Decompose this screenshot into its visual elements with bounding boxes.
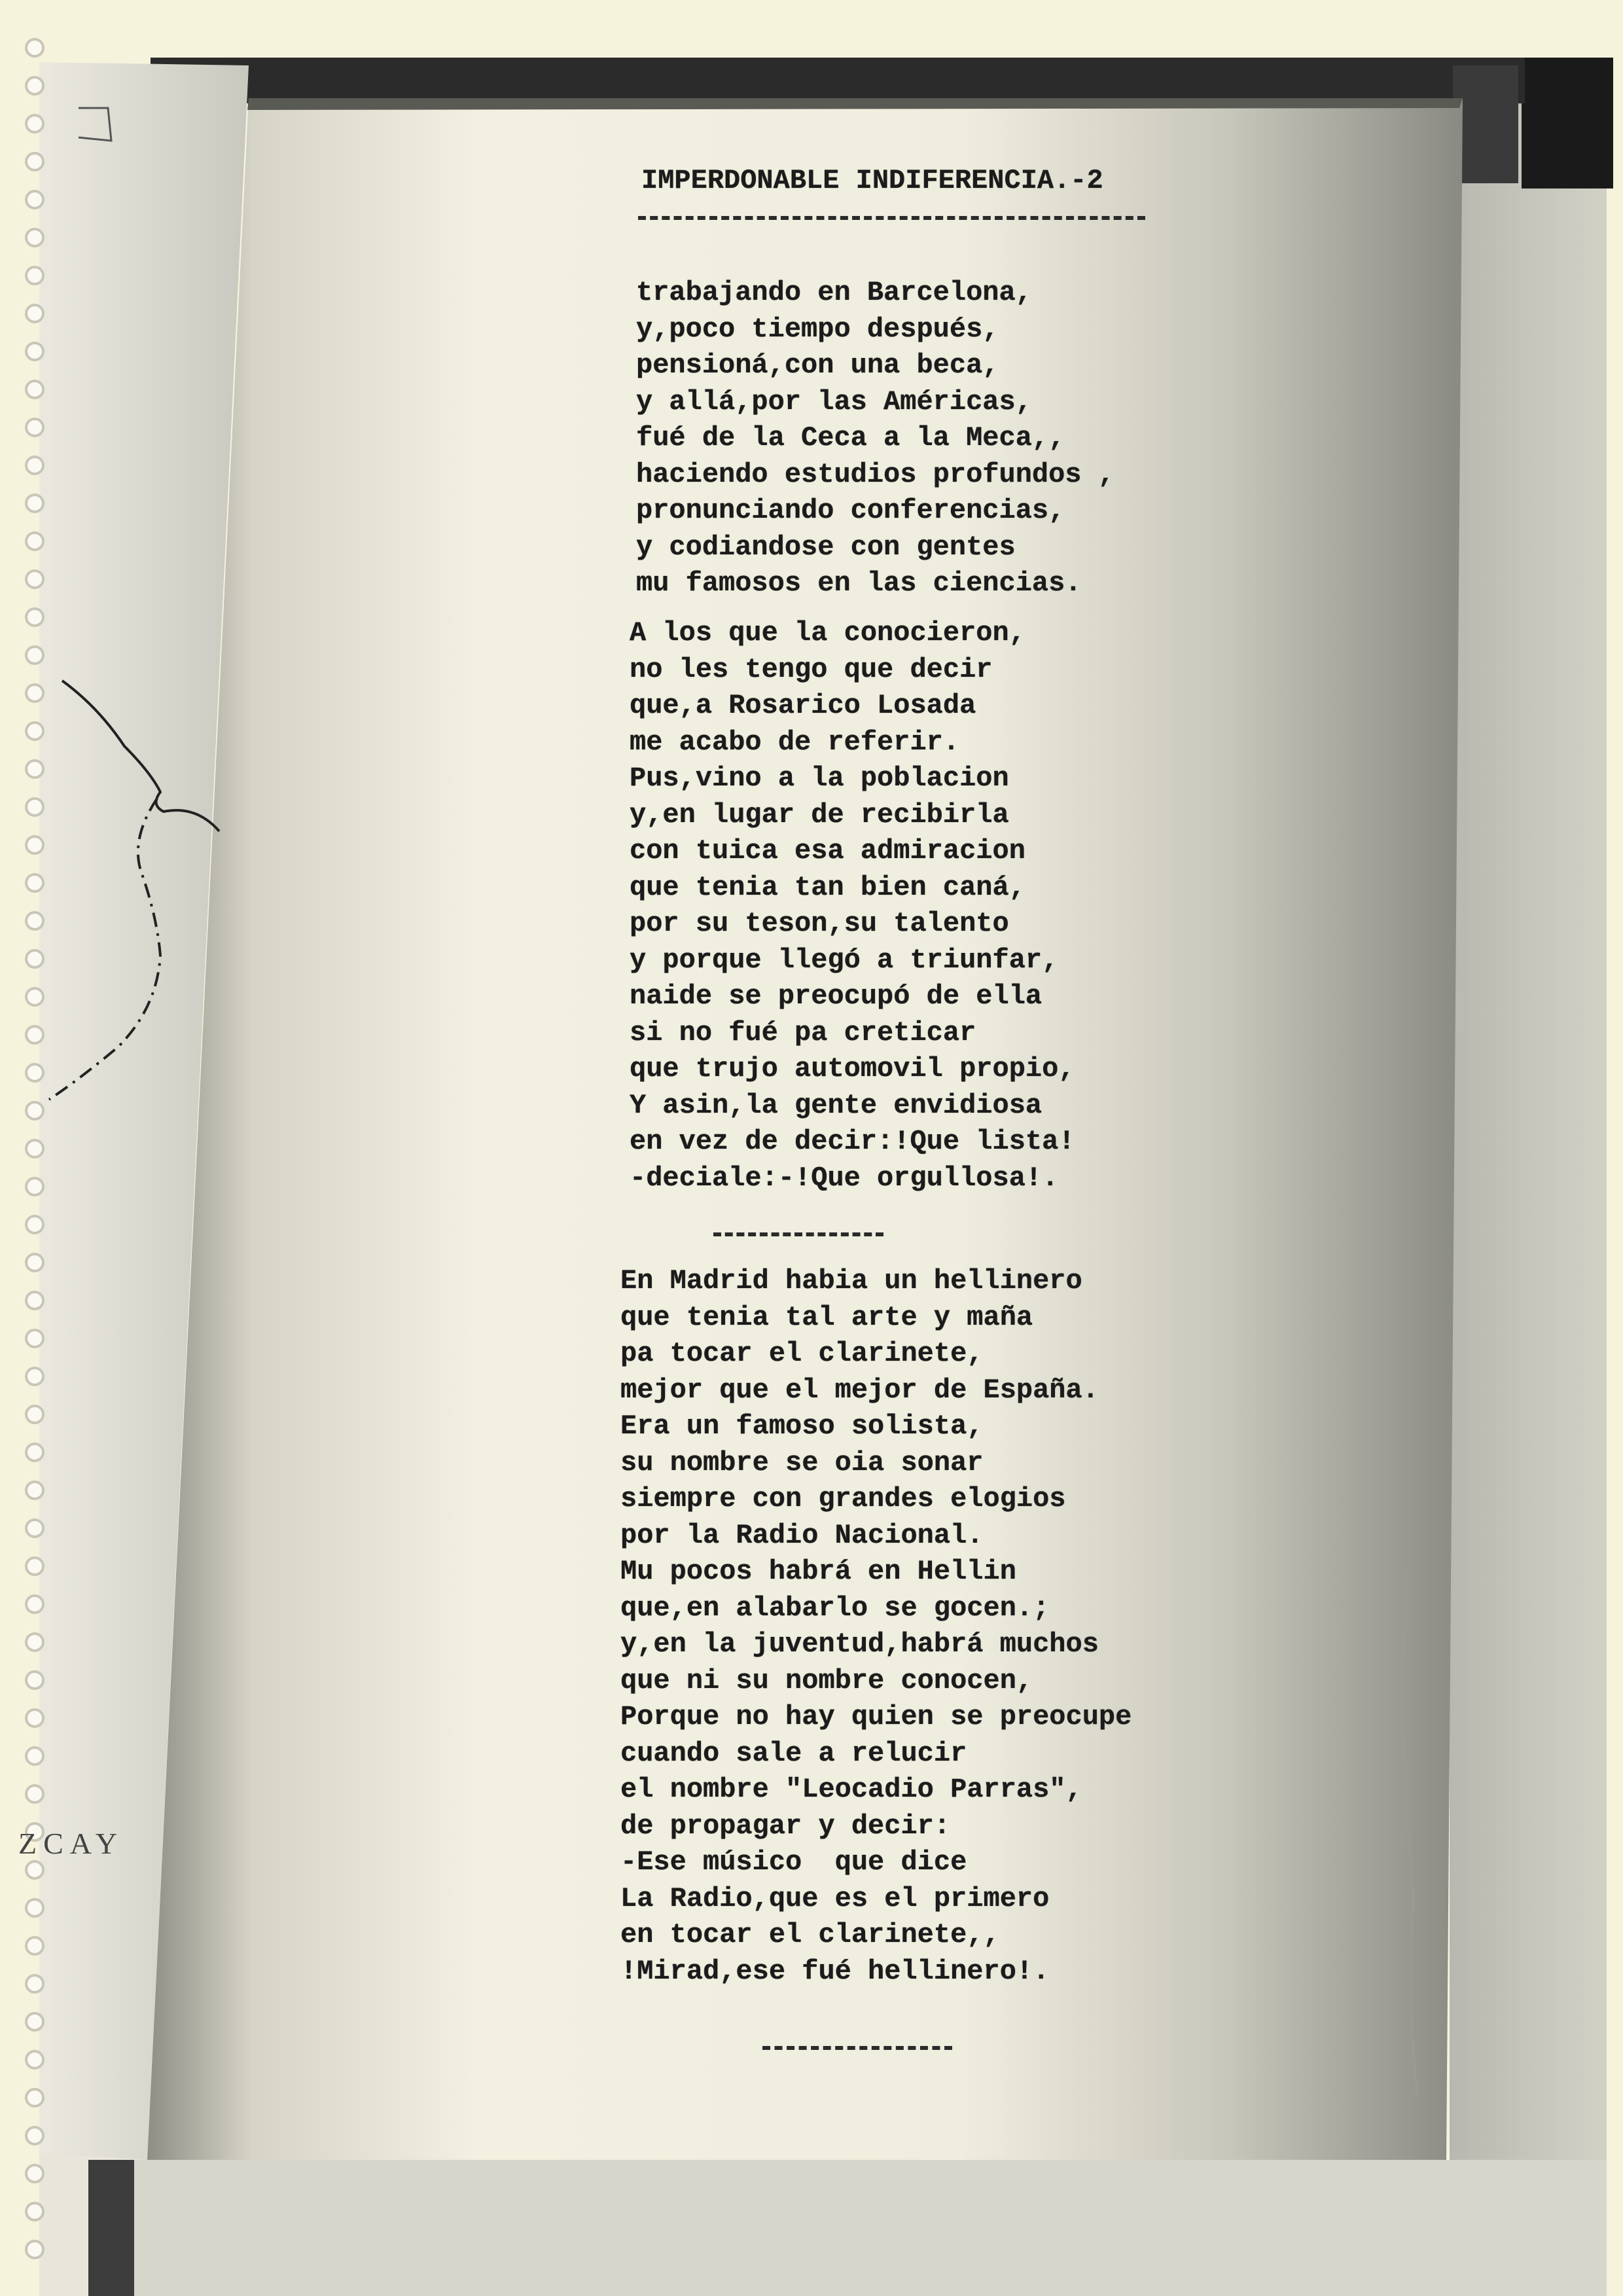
verse-line: naide se preocupó de ella: [630, 980, 1043, 1012]
stanza-1: [636, 275, 1115, 602]
spiral-ring: [25, 1405, 45, 1424]
verse-line: y,en lugar de recibirla: [630, 798, 1009, 831]
verse-line: La Radio,que es el primero: [620, 1882, 1050, 1914]
spiral-ring: [25, 1063, 45, 1083]
stanza-3: [620, 1263, 1132, 1990]
verse-line: y codiandose con gentes: [636, 531, 1016, 563]
verse-line: pronunciando conferencias,: [636, 495, 1065, 526]
spiral-ring: [25, 493, 45, 513]
spiral-ring: [25, 304, 45, 323]
verse-line: mejor que el mejor de España.: [620, 1374, 1099, 1406]
spiral-ring: [25, 2088, 45, 2108]
spiral-ring: [25, 873, 45, 893]
verse-line: Y asin,la gente envidiosa: [630, 1089, 1043, 1121]
verse-line: que ni su nombre conocen,: [620, 1664, 1033, 1696]
spiral-ring: [25, 797, 45, 817]
spiral-ring: [25, 1480, 45, 1500]
spiral-ring: [25, 1443, 45, 1462]
spiral-ring: [25, 1291, 45, 1310]
spiral-ring: [25, 1860, 45, 1880]
spiral-ring: [25, 1746, 45, 1766]
verse-line: En Madrid habia un hellinero: [620, 1265, 1082, 1297]
verse-line: el nombre "Leocadio Parras",: [620, 1774, 1082, 1805]
verse-line: que,a Rosarico Losada: [630, 690, 976, 721]
verse-line: su nombre se oia sonar: [620, 1446, 984, 1479]
section-separator: [713, 1232, 883, 1236]
spiral-ring: [25, 2012, 45, 2032]
spiral-ring: [25, 759, 45, 779]
spiral-ring: [25, 190, 45, 209]
notebook-spiral: [25, 38, 51, 2276]
verse-line: siempre con grandes elogios: [620, 1483, 1066, 1515]
verse-line: y porque llegó a triunfar,: [630, 944, 1059, 976]
spiral-ring: [25, 1101, 45, 1121]
spiral-ring: [25, 645, 45, 665]
spiral-ring: [25, 1177, 45, 1196]
spiral-ring: [25, 418, 45, 437]
verse-line: no les tengo que decir: [630, 653, 993, 685]
spiral-ring: [25, 835, 45, 855]
spiral-ring: [25, 1329, 45, 1348]
verse-line: haciendo estudios profundos ,: [636, 458, 1115, 490]
verse-line: y,en la juventud,habrá muchos: [620, 1628, 1099, 1660]
verse-line: por la Radio Nacional.: [620, 1519, 984, 1551]
page-title: IMPERDONABLE INDIFERENCIA.-2: [641, 165, 1103, 196]
spiral-ring: [25, 1708, 45, 1728]
spiral-ring: [25, 114, 45, 134]
verse-line: -deciale:-!Que orgullosa!.: [630, 1162, 1059, 1194]
verse-line: Porque no hay quien se preocupe: [620, 1701, 1132, 1732]
spiral-ring: [25, 342, 45, 361]
spiral-ring: [25, 1367, 45, 1386]
spiral-ring: [25, 1632, 45, 1652]
spiral-ring: [25, 1784, 45, 1804]
spiral-ring: [25, 1518, 45, 1538]
verse-line: Era un famoso solista,: [620, 1410, 984, 1442]
spiral-ring: [25, 949, 45, 969]
spiral-ring: [25, 38, 45, 58]
verse-line: en vez de decir:!Que lista!: [630, 1126, 1075, 1157]
spiral-ring: [25, 721, 45, 741]
spiral-ring: [25, 266, 45, 285]
verse-line: que tenia tan bien caná,: [630, 871, 1026, 903]
verse-line: pensioná,con una beca,: [636, 350, 999, 381]
verse-line: Pus,vino a la poblacion: [630, 762, 1009, 794]
spiral-ring: [25, 683, 45, 703]
verse-line: con tuica esa admiracion: [630, 835, 1026, 867]
spiral-ring: [25, 569, 45, 589]
spiral-ring: [25, 1025, 45, 1045]
spiral-ring: [25, 607, 45, 627]
verse-line: que,en alabarlo se gocen.;: [620, 1592, 1050, 1624]
spiral-ring: [25, 1974, 45, 1994]
title-underline: [638, 216, 1145, 220]
spiral-ring: [25, 1594, 45, 1614]
verse-line: Mu pocos habrá en Hellin: [620, 1556, 1016, 1587]
spiral-ring: [25, 1898, 45, 1918]
verse-line: que tenia tal arte y maña: [620, 1301, 1033, 1333]
verse-line: si no fué pa creticar: [630, 1016, 976, 1049]
verse-line: -Ese músico que dice: [620, 1846, 967, 1878]
spiral-ring: [25, 76, 45, 96]
verse-line: por su teson,su talento: [630, 908, 1009, 939]
spiral-ring: [25, 911, 45, 931]
spiral-ring: [25, 2126, 45, 2145]
verse-line: cuando sale a relucir: [620, 1737, 967, 1769]
verse-line: !Mirad,ese fué hellinero!.: [620, 1955, 1050, 1987]
spiral-ring: [25, 228, 45, 247]
verse-line: trabajando en Barcelona,: [636, 277, 1032, 308]
spiral-ring: [25, 1556, 45, 1576]
spiral-ring: [25, 2164, 45, 2183]
end-rule: [762, 2046, 952, 2050]
verse-line: A los que la conocieron,: [630, 617, 1026, 649]
spiral-ring: [25, 456, 45, 475]
spiral-ring: [25, 2050, 45, 2070]
spiral-ring: [25, 2240, 45, 2259]
spiral-ring: [25, 1936, 45, 1956]
verse-line: que trujo automovil propio,: [630, 1053, 1075, 1085]
spiral-ring: [25, 1253, 45, 1272]
spiral-ring: [25, 1139, 45, 1158]
spiral-ring: [25, 531, 45, 551]
spiral-ring: [25, 1670, 45, 1690]
map-label: ZCAY: [18, 1827, 124, 1860]
verse-line: pa tocar el clarinete,: [620, 1338, 984, 1369]
verse-line: y allá,por las Américas,: [636, 386, 1032, 418]
verse-line: y,poco tiempo después,: [636, 313, 999, 345]
verse-line: me acabo de referir.: [630, 726, 960, 758]
spiral-ring: [25, 152, 45, 171]
stanza-2: [630, 615, 1075, 1196]
verse-line: de propagar y decir:: [620, 1810, 951, 1842]
spiral-ring: [25, 987, 45, 1007]
spiral-ring: [25, 1215, 45, 1234]
spiral-ring: [25, 2202, 45, 2221]
verse-line: mu famosos en las ciencias.: [636, 567, 1082, 599]
spiral-ring: [25, 380, 45, 399]
verse-line: fué de la Ceca a la Meca,,: [636, 422, 1065, 454]
verse-line: en tocar el clarinete,,: [620, 1919, 1000, 1950]
